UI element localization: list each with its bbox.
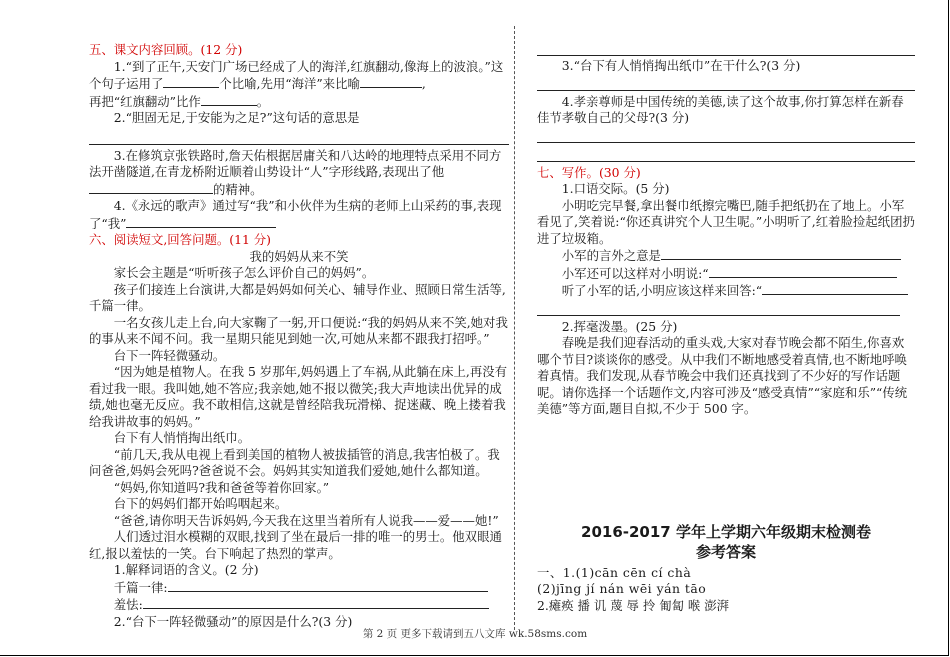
answer-line[interactable] [537,300,900,316]
word-definition-2 [89,596,509,614]
word-definition-1 [89,579,509,597]
story-paragraph: 人们透过泪水模糊的双眼,找到了坐在最后一排的唯一的男士。他双眼通红,报以羞怯的一笑。台下响起了热烈的掌声。 [89,529,502,561]
section-7-title: 七、写作。(30 分) [537,164,641,180]
answer-key-title: 参考答案 [695,543,756,561]
answer-blank[interactable] [168,579,488,592]
s5-question-1 [89,59,509,111]
reading-question-4: 4.孝亲尊师是中国传统的美德,读了这个故事,你打算怎样在新春佳节孝敬自己的父母?(3 分) [537,93,904,125]
s5-q1-text-a: 1.“到了正午,天安门广场已经成了人的海洋,红旗翻动,像海上的波浪。”这个句子运用了 [89,58,504,91]
xiaoming-reply-label: 听了小军的话,小明应该这样来回答:“ [561,283,763,298]
section-5-title: 五、课文内容回顾。(12 分) [89,42,243,57]
word-label: 羞怯: [113,597,143,612]
answer-blank[interactable] [709,265,897,278]
answer-blank[interactable] [762,282,908,295]
s5-question-3 [89,148,509,181]
right-column [537,42,915,614]
xiaojun-reply [537,265,915,283]
answer-line-1: 一、1.(1)cān cēn cí chà [537,564,692,580]
answer-blank[interactable] [89,181,213,194]
answer-blank[interactable] [360,75,422,88]
writing-task-2-prompt: 春晚是我们迎春活动的重头戏,大家对春节晚会都不陌生,你喜欢哪个节目?谈谈你的感受。从中我们不断地感受着真情,也不断地呼唤着真情。我们发现,从春节晚会中我们还真找到了不少好的写作话题呢。请你选择一个话题作文,内容可涉及“感受真情”“家庭和乐”“传统美德”等方面,题目自拟,不少于 500 字。 [537,335,908,416]
section-6-title: 六、阅读短文,回答问题。(11 分) [89,232,271,247]
spacer [537,418,915,524]
left-column [89,42,509,630]
answer-line[interactable] [537,146,915,162]
xiaojun-reply-label: 小军还可以这样对小明说:“ [561,265,709,281]
reading-question-1: 1.解释词语的含义。(2 分) [113,562,259,577]
xiaoming-reply [537,282,915,300]
answer-line[interactable] [89,129,509,145]
answer-line[interactable] [537,127,915,143]
writing-task-1: 1.口语交际。(5 分) [561,181,670,196]
story-paragraph: 家长会主题是“听听孩子怎么评价自己的妈妈”。 [113,265,375,280]
s5-q1-text-c: , [421,76,426,91]
reading-question-2: 2.“台下一阵轻微骚动”的原因是什么?(3 分) [113,613,353,629]
story-paragraph: “因为她是植物人。在我 5 岁那年,妈妈遇上了车祸,从此躺在床上,再没有看过我一眼。我叫她,她不答应;我亲她,她不报以微笑;我大声地读出优异的成绩,她也毫无反应。我不敢相信,这就是曾经陪我玩滑梯、捉迷藏、晚上搂着我给我讲故事的妈妈。” [89,364,508,429]
page-footer: 第 2 页 更多下载请到五八文库 wk.58sms.com [362,628,588,640]
column-divider [514,26,515,630]
exam-title: 2016-2017 学年上学期六年级期末检测卷 [581,522,871,541]
s5-q4-text: 4.《永远的歌声》通过写“我”和小伙伴为生病的老师上山采药的事,表现了“我” [89,198,502,231]
s5-q1-text-b: 个比喻,先用“海洋”来比喻 [219,76,360,91]
story-paragraph: “前几天,我从电视上看到美国的植物人被拔插管的消息,我害怕极了。我问爸爸,妈妈会死吗?爸爸说不会。妈妈其实知道我们爱她,她什么都知道。 [89,446,500,478]
answer-blank[interactable] [661,247,901,260]
s5-question-4 [89,198,509,232]
story-paragraph: 台下的妈妈们都开始呜咽起来。 [113,496,288,511]
implied-meaning [537,247,915,265]
s5-question-2: 2.“胆固无足,于安能为之足?”这句话的意思是 [113,110,360,125]
story-paragraph: 台下有人悄悄掏出纸巾。 [113,430,251,445]
answer-line[interactable] [537,75,915,91]
implied-meaning-label: 小军的言外之意是 [561,248,661,263]
story-paragraph: 一名女孩儿走上台,向大家鞠了一躬,开口便说:“我的妈妈从来不笑,她对我的事从来不闻不问。我一星期只能见到她一次,可她从来都不跟我打招呼。” [89,314,508,346]
s5-q3-tail: 的精神。 [213,181,263,197]
word-label: 千篇一律: [113,579,168,595]
reading-question-3: 3.“台下有人悄悄掏出纸巾”在干什么?(3 分) [561,58,801,73]
answer-line-3: 2.瘫痪 播 讥 蔑 辱 拎 匍匐 喉 澎湃 [537,597,730,613]
s5-q1-text-e: 。 [256,93,270,109]
writing-task-1-prompt: 小明吃完早餐,拿出餐巾纸擦完嘴巴,随手把纸扔在了地上。小军看见了,笑着说:“你还真讲究个人卫生呢。”小明听了,红着脸捡起纸团扔进了垃圾箱。 [537,197,915,246]
story-paragraph: 孩子们接连上台演讲,大都是妈妈如何关心、辅导作业、照顾日常生活等,千篇一律。 [89,281,506,313]
s5-q3-text: 3.在修筑京张铁路时,詹天佑根据居庸关和八达岭的地理特点采用不同方法开凿隧道,在青龙桥附近顺着山势设计“人”字形线路,表现出了他 [89,147,502,179]
story-title: 我的妈妈从来不笑 [249,248,349,264]
s5-q3-end [89,181,509,199]
answer-blank[interactable] [126,215,276,228]
answer-line[interactable] [537,40,915,56]
answer-blank[interactable] [201,93,257,106]
story-paragraph: 台下一阵轻微骚动。 [113,347,226,363]
s5-q1-text-d: 再把“红旗翻动”比作 [89,93,201,109]
answer-blank[interactable] [163,75,219,88]
story-paragraph: “爸爸,请你明天告诉妈妈,今天我在这里当着所有人说我——爱——她!” [113,512,499,528]
story-paragraph: “妈妈,你知道吗?我和爸爸等着你回家。” [113,479,330,495]
writing-task-2: 2.挥毫泼墨。(25 分) [561,318,678,334]
answer-line-2: (2)jīng jí nán wēi yán tāo [537,581,707,596]
answer-blank[interactable] [143,596,489,609]
